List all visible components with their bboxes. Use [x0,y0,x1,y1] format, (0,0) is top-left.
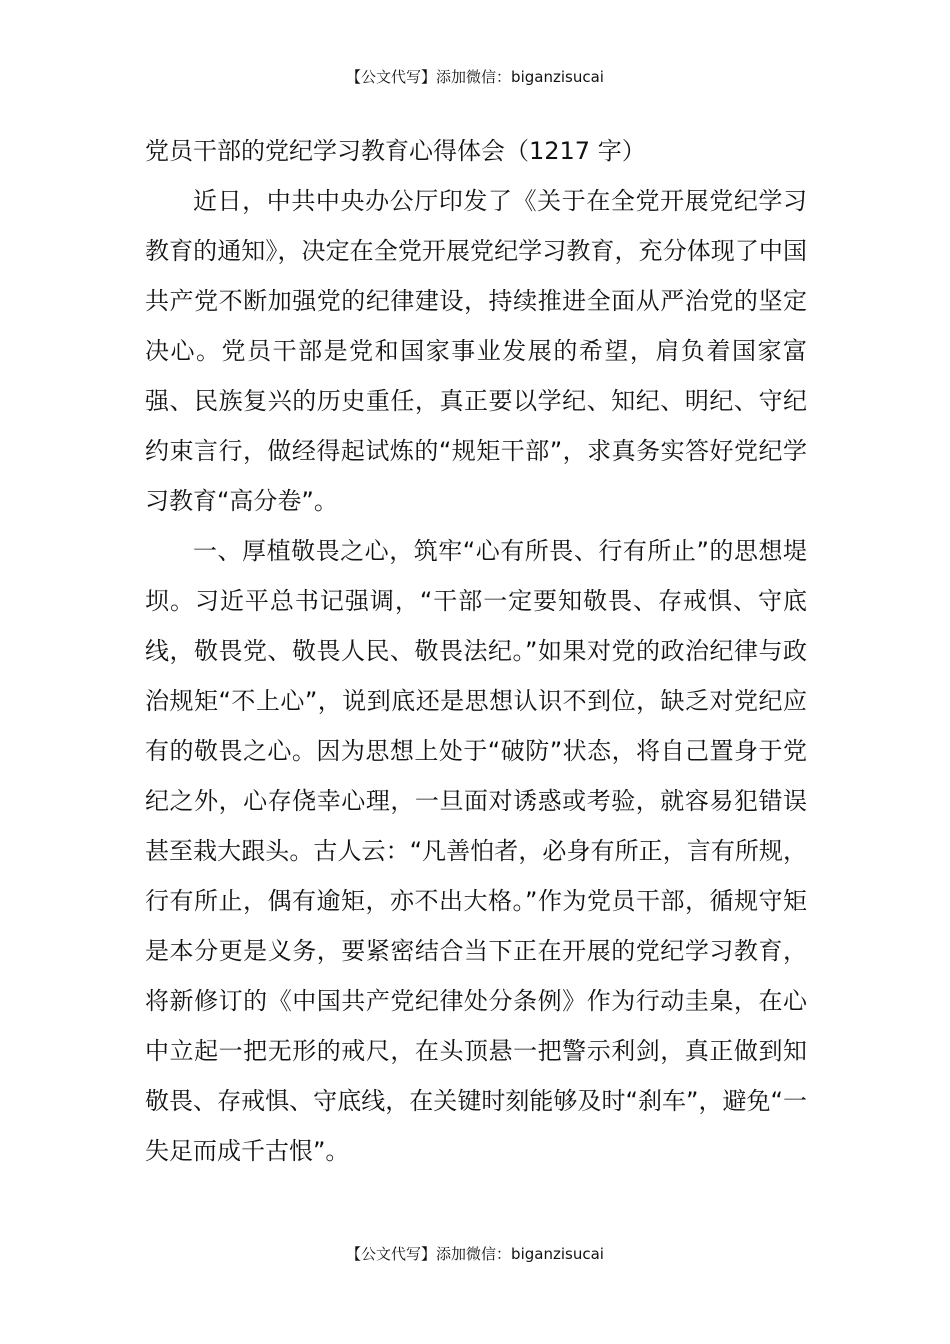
document-body [145,126,807,1176]
document-title: 党员干部的党纪学习教育心得体会（1217 字） [145,137,646,165]
paragraph-intro: 近日，中共中央办公厅印发了《关于在全党开展党纪学习教育的通知》，决定在全党开展党纪学习教育，充分体现了中国共产党不断加强党的纪律建设，持续推进全面从严治党的坚定决心。党员干部是党和国家事业发展的希望，肩负着国家富强、民族复兴的历史重任，真正要以学纪、知纪、明纪、守纪约束言行，做经得起试炼的“规矩干部”，求真务实答好党纪学习教育“高分卷”。 [145,187,807,515]
page-footer: 【公文代写】添加微信：biganzisucai [346,1245,604,1263]
page-header: 【公文代写】添加微信：biganzisucai [346,68,604,86]
paragraph-section-one: 一、厚植敬畏之心，筑牢“心有所畏、行有所止”的思想堤坝。习近平总书记强调，“干部一定要知敬畏、存戒惧、守底线，敬畏党、敬畏人民、敬畏法纪。”如果对党的政治纪律与政治规矩“不上心”，说到底还是思想认识不到位，缺乏对党纪应有的敬畏之心。因为思想上处于“破防”状态，将自己置身于党纪之外，心存侥幸心理，一旦面对诱惑或考验，就容易犯错误甚至栽大跟头。古人云：“凡善怕者，必身有所正，言有所规，行有所止，偶有逾矩，亦不出大格。”作为党员干部，循规守矩是本分更是义务，要紧密结合当下正在开展的党纪学习教育，将新修订的《中国共产党纪律处分条例》作为行动圭臬，在心中立起一把无形的戒尺，在头顶悬一把警示利剑，真正做到知敬畏、存戒惧、守底线，在关键时刻能够及时“刹车”，避免“一失足而成千古恨”。 [145,537,807,1165]
